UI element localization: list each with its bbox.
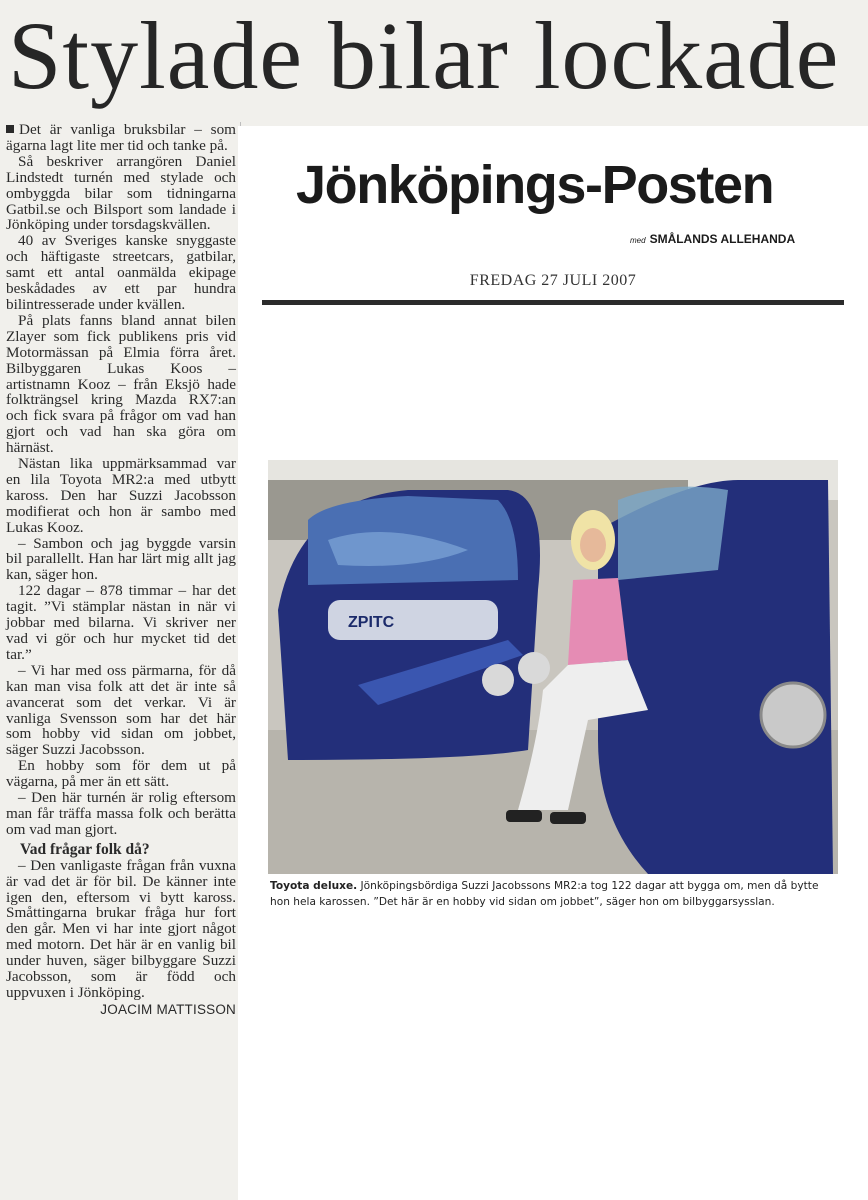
photo-illustration	[268, 460, 838, 874]
headline: Stylade bilar lockade	[8, 2, 840, 109]
article-paragraph: – Sambon och jag byggde varsin bil parallellt. Han har lärt mig allt jag kan, säger hon.	[6, 534, 236, 584]
masthead-title: Jönköpings-Posten	[296, 155, 774, 215]
byline: JOACIM MATTISSON	[100, 1001, 236, 1017]
pink-top	[568, 578, 628, 665]
fuel-cap	[761, 683, 825, 747]
article-paragraph: – Den vanligaste frågan från vuxna är vad det är för bil. De känner inte igen den, eftersom vi bytt kaross. Småttingarna brukar fråga hur fort den går. Men vi har inte gjort något med motorn. Det här är en vanlig bil under huven, säger bilbyggare Suzzi Jacobsson, som är född och uppvuxen i Jönköping.	[6, 856, 236, 1001]
door-panel-text: ZPITC	[348, 614, 395, 631]
caption-lead: Toyota deluxe.	[270, 880, 358, 892]
masthead-rule	[262, 300, 844, 305]
article-paragraph: – Den här turnén är rolig eftersom man får träffa massa folk och berätta om vad man gjort.	[6, 789, 236, 838]
news-photo	[268, 460, 838, 874]
shoe-left	[506, 810, 542, 822]
article-paragraph: – Vi har med oss pärmarna, för då kan man visa folk att det är inte så avancerat som det verkar. Vi är vanliga Svensson som har det här som hobby vid sidan om jobbet, säger Suzzi Jacobsson.	[6, 661, 236, 759]
speaker-right	[518, 652, 550, 684]
article-column	[6, 122, 241, 1200]
caption-text: Jönköpingsbördiga Suzzi Jacobssons MR2:a tog 122 dagar att bygga om, men då bytte hon hela karossen. ”Det här är en hobby vid sidan om jobbet”, säger hon om bilbyggarsysslan.	[270, 880, 819, 908]
article-paragraph: På plats fanns bland annat bilen Zlayer som fick publikens pris vid Motormässan på Elmia förra året. Bilbyggaren Lukas Koos – artistnamn Kooz – från Eksjö hade folkträngsel kring Mazda RX7:an och fick svara på frågor om vad han gjort och vad han ska göra om härnäst.	[6, 311, 236, 457]
article-paragraph: 122 dagar – 878 timmar – har det tagit. ”Vi stämplar nästan in när vi jobbar med bilarna. Vi skriver ner vad vi gör och hur mycket tid det tar.”	[6, 582, 236, 663]
face	[580, 528, 606, 562]
article-paragraph: En hobby som för dem ut på vägarna, på mer än ett sätt.	[6, 757, 236, 791]
shoe-right	[550, 812, 586, 824]
bullet-square-icon	[6, 125, 14, 133]
masthead-subtitle: med SMÅLANDS ALLEHANDA	[630, 232, 796, 246]
car-window	[618, 487, 728, 580]
article-paragraph: Nästan lika uppmärksammad var en lila Toyota MR2:a med utbytt kaross. Den har Suzzi Jacobsson modifierat och hon är sambo med Lukas Kooz.	[6, 455, 236, 536]
speaker-left	[482, 664, 514, 696]
article-paragraph: Så beskriver arrangören Daniel Lindstedt turnén med stylade och ombyggda bilar som tidningarna Gatbil.se och Bilsport som landade i Jönköping under torsdagskvällen.	[6, 152, 236, 234]
article-subhead: Vad frågar folk då?	[20, 840, 150, 858]
lead-paragraph: Det är vanliga bruksbilar – som ägarna lagt lite mer tid och tanke på.	[6, 121, 236, 154]
photo-caption	[270, 878, 840, 910]
publication-date: FREDAG 27 JULI 2007	[469, 272, 637, 289]
article-paragraph: 40 av Sveriges kanske snyggaste och häftigaste streetcars, gatbilar, samt ett antal oanmälda ekipage beskådades av ett par hundra bilintresserade under kvällen.	[6, 232, 236, 313]
